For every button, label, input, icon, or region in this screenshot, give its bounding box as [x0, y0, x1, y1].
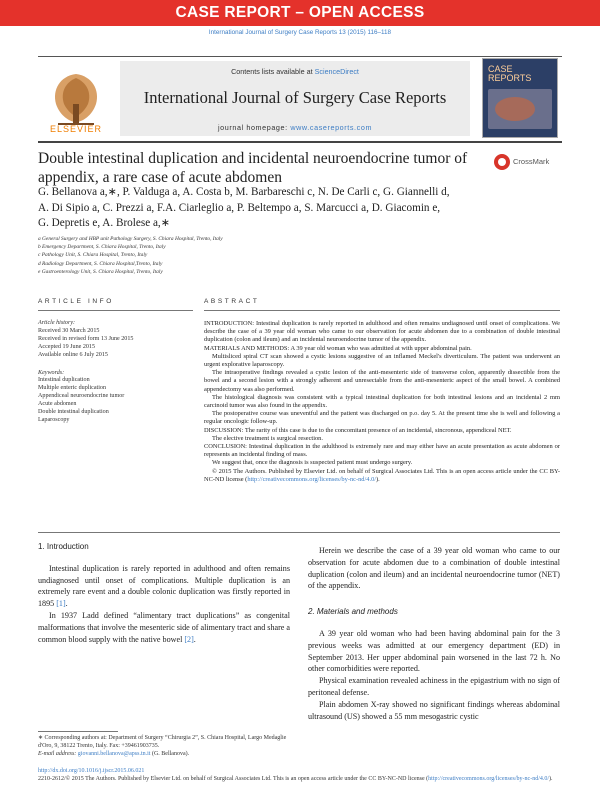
- history-item: Accepted 19 June 2015: [38, 343, 96, 350]
- journal-title: International Journal of Surgery Case Reports: [143, 88, 447, 107]
- article-title: Double intestinal duplication and incidental neuroendocrine tumor of appendix, a rare case of acute abdomen: [38, 150, 468, 186]
- crossmark-icon-center: [498, 158, 506, 166]
- front-matter-rule: [38, 532, 560, 533]
- crossmark-badge[interactable]: [494, 152, 564, 174]
- spacer: [38, 553, 290, 563]
- homepage-link[interactable]: www.casereports.com: [290, 123, 373, 132]
- affiliation: c Pathology Unit, S. Chiara Hospital, Trento, Italy: [38, 252, 148, 259]
- sciencedirect-link[interactable]: ScienceDirect: [314, 67, 359, 76]
- license-end: ).: [376, 475, 380, 483]
- history-item: Received in revised form 13 June 2015: [38, 335, 134, 342]
- case-report-banner: CASE REPORT – OPEN ACCESS: [0, 0, 600, 26]
- paragraph-text: Intestinal duplication is rarely reported in adulthood and often remains undiagnosed until onset of complications. Multiple duplication is an extremely rare event and a double colonic duplication was firstly reported in 1895: [38, 563, 290, 609]
- elsevier-wordmark: ELSEVIER: [49, 124, 103, 134]
- body-paragraph: Herein we describe the case of a 39 year old woman who came to our observation for acute abdomen due to a combination of double intestinal duplication (colon and ileum) and an incidental neuroendocrine tumor (NET) of the appendix.: [308, 546, 560, 591]
- abstract-paragraph: The intraoperative findings revealed a cystic lesion of the anti-mesenteric side of transverse colon, apparently dissectible from the bowel and a second lesion with a strongly adherent and unresectable from the anti-mesenteric aspect of the small bowel. A combined appendectomy was also performed.: [204, 369, 560, 393]
- citation-ref[interactable]: [1]: [56, 599, 66, 609]
- introduction-heading: 1. Introduction: [38, 542, 89, 551]
- email-label: E-mail address:: [38, 750, 77, 757]
- keyword: Appendiceal neuroendocrine tumor: [38, 393, 125, 400]
- abstract-paragraph: The elective treatment is surgical resection.: [212, 434, 323, 442]
- affiliation: a General Surgery and HBP unit Pathology Surgery, S. Chiara Hospital, Trento, Italy: [38, 236, 223, 242]
- spacer: [308, 592, 560, 606]
- abstract-license: [204, 468, 560, 484]
- doi-link[interactable]: http://dx.doi.org/10.1016/j.ijscr.2015.06.021: [38, 768, 145, 774]
- journal-homepage-line: [120, 123, 470, 132]
- keywords-label: Keywords:: [38, 369, 65, 376]
- abstract-heading: ABSTRACT: [204, 298, 260, 305]
- affiliation: e Gastroenterology Unit, S. Chiara Hospital, Trento, Italy: [38, 268, 163, 275]
- copyright-license-link[interactable]: http://creativecommons.org/licenses/by-nc-nd/4.0/: [428, 775, 550, 782]
- affiliations: [38, 235, 418, 276]
- article-info: [38, 320, 193, 425]
- cover-photo-detail: [495, 97, 535, 121]
- body-left-column: [38, 541, 290, 645]
- corresponding-author-footnote: [38, 735, 290, 758]
- author-line: A. Di Sipio a, C. Prezzi a, F.A. Ciarleglio a, P. Beltempo a, S. Marcucci a, D. Giacomin e,: [38, 201, 441, 214]
- keyword: Acute abdomen: [38, 401, 77, 408]
- keyword: Intestinal duplication: [38, 377, 90, 384]
- abstract-body: [204, 320, 560, 484]
- body-paragraph: In 1937 Ladd defined “alimentary tract duplications” as congenital malformations that involve the mesenteric side of alimentary tract and share a common blood supply with the native bowel [2].: [38, 610, 290, 644]
- body-paragraph: Physical examination revealed achiness in the epigastrium with no sign of peritoneal defense.: [308, 676, 560, 697]
- history-label: Article history:: [38, 320, 76, 326]
- abstract-paragraph: The postoperative course was uneventful and the patient was discharged on p.o. day 5. At the present time she is well and following a regular oncologic follow-up.: [204, 410, 560, 426]
- article-info-heading: ARTICLE INFO: [38, 298, 114, 305]
- affiliation: b Emergency Department, S. Chiara Hospital, Trento, Italy: [38, 244, 166, 251]
- footnote-text: ∗ Corresponding authors at: Department of Surgery “Chirurgia 2”, S. Chiara Hospital, Largo Medaglie d'Oro, 9, 38122 Trento, Italy. Fax: +39461903735.: [38, 735, 287, 749]
- footnote-rule: [38, 731, 118, 732]
- citation-ref[interactable]: [2]: [184, 634, 194, 644]
- spacer: [308, 618, 560, 628]
- abstract-paragraph: MATERIALS AND METHODS: A 39 year old woman who was admitted at with upper abdominal pain.: [204, 344, 472, 352]
- paragraph-text: In 1937 Ladd defined “alimentary tract duplications” as congenital malformations that involve the mesenteric side of alimentary tract and share a common blood supply with the native bowel: [38, 610, 290, 644]
- abstract-paragraph: INTRODUCTION: Intestinal duplication is rarely reported in adulthood and often remains undiagnosed until onset of complications. We describe the case of a 39 year old woman who came to our observation for acute abdomen due to a combination of double intestinal duplication (colon and ileum) and an incidental neuroendocrine tumor of the appendix.: [204, 320, 560, 344]
- author-line: G. Depretis e, A. Brolese a,∗: [38, 217, 171, 230]
- abstract-paragraph: CONCLUSION: Intestinal duplication in the adulthood is extremely rare and may either have an acute presentation as acute abdomen or represents an incidental finding of mass.: [204, 443, 560, 459]
- history-item: Received 30 March 2015: [38, 327, 100, 334]
- keyword: Multiple enteric duplication: [38, 385, 107, 392]
- homepage-prefix: journal homepage:: [217, 123, 288, 132]
- abstract-paragraph: The histological diagnosis was consistent with a typical intestinal duplication for both intestinal lesions and an incidental 2 mm carcinoid tumor was also found in the appendix.: [204, 393, 560, 410]
- keyword: Laparoscopy: [38, 416, 70, 423]
- body-paragraph: A 39 year old woman who had been having abdominal pain for the 3 previous weeks was admitted at our emergency department (ED) in September 2013. Her upper abdominal pain worsened in the last 72 h. No other comorbidities were reported.: [308, 628, 560, 674]
- abstract-paragraph: DISCUSSION: The rarity of this case is due to the concomitant presence of an incidental, sincronous, appendiceal NET.: [204, 426, 512, 434]
- contents-prefix: Contents lists available at: [231, 67, 313, 76]
- header-bottom-rule: [38, 141, 562, 143]
- article-info-rule: [38, 310, 193, 311]
- abstract-rule: [204, 310, 560, 311]
- license-link[interactable]: http://creativecommons.org/licenses/by-nc-nd/4.0/: [247, 475, 377, 483]
- email-suffix: (G. Bellanova).: [150, 750, 190, 757]
- bottom-copyright: [38, 768, 562, 783]
- abstract-paragraph: Multisliced spiral CT scan showed a cystic lesions suggestive of an inflamed Meckel's diverticulum. The patient was underwent an urgent explorative laparoscopy.: [204, 352, 560, 369]
- body-paragraph: Intestinal duplication is rarely reported in adulthood and often remains undiagnosed until onset of complications. Multiple duplication is an extremely rare event and a double colonic duplication was firstly reported in 1895 [1].: [38, 563, 290, 609]
- history-item: Available online 6 July 2015: [38, 351, 108, 358]
- copyright-text: 2210-2612/© 2015 The Authors. Published by Elsevier Ltd. on behalf of Surgical Associates Ltd. This is an open access article under the CC BY-NC-ND license (: [38, 775, 429, 782]
- affiliation: d Radiology Department, S. Chiara Hospital,Trento, Italy: [38, 260, 163, 267]
- license-text: © 2015 The Authors. Published by Elsevier Ltd. on behalf of Surgical Associates Ltd. This is an open access article under the CC BY-NC-ND license (: [204, 467, 560, 483]
- cover-title: CASE REPORTS: [488, 64, 532, 83]
- contents-available-line: [120, 67, 470, 76]
- body-paragraph: Plain abdomen X-ray showed no significant findings whereas abdominal ultrasound (US) showed a 55 mm mesogastric cystic: [308, 699, 560, 721]
- keyword: Double intestinal duplication: [38, 409, 109, 416]
- footnote-email-line: [38, 751, 290, 759]
- author-line: G. Bellanova a,∗, P. Valduga a, A. Costa b, M. Barbareschi c, N. De Carli c, G. Giannelli d,: [38, 186, 450, 198]
- crossmark-label: CrossMark: [513, 157, 550, 166]
- journal-cover-image: [482, 58, 558, 138]
- copyright-end: ).: [549, 775, 553, 782]
- methods-heading: 2. Materials and methods: [308, 607, 398, 617]
- journal-citation[interactable]: International Journal of Surgery Case Reports 13 (2015) 116–118: [208, 29, 392, 36]
- spacer: [38, 360, 193, 370]
- email-link[interactable]: giovanni.bellanova@apss.tn.it: [77, 750, 151, 757]
- copyright-line: [38, 776, 562, 784]
- body-right-column: [308, 545, 560, 722]
- header-top-rule: [38, 56, 562, 57]
- author-list: [38, 185, 538, 232]
- abstract-paragraph: We suggest that, once the diagnosis is suspected patient must undergo surgery.: [212, 459, 413, 467]
